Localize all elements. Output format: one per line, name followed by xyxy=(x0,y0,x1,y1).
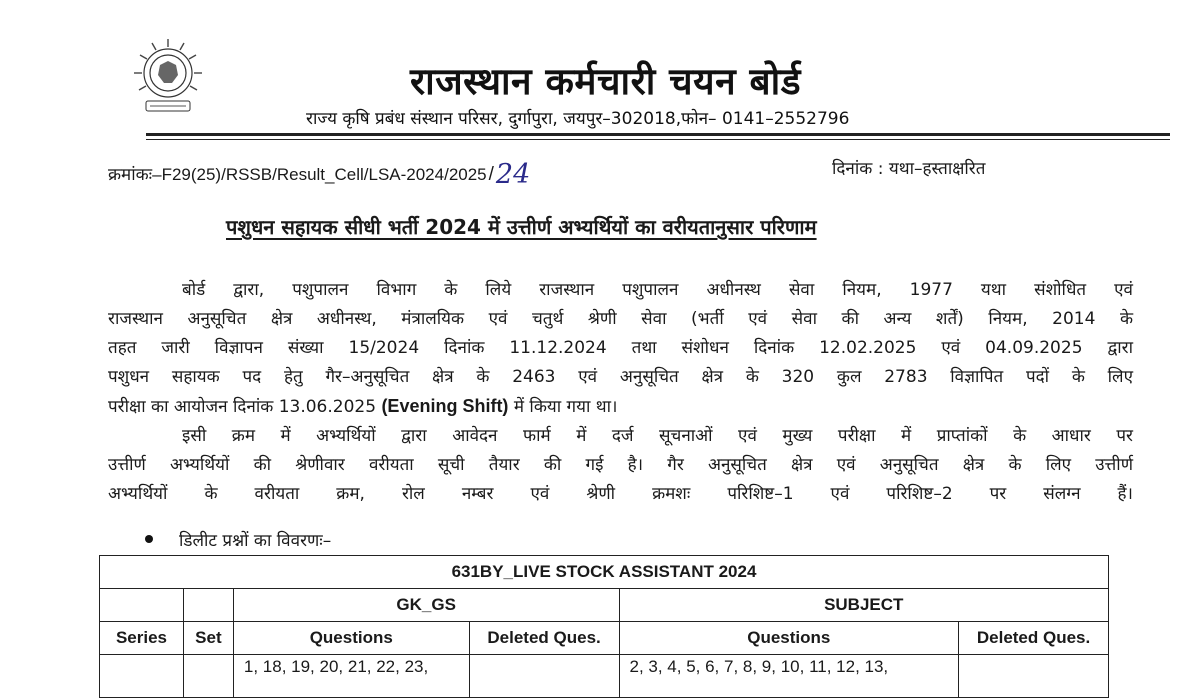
paragraph-line: तहत जारी विज्ञापन संख्या 15/2024 दिनांक 11.12.2024 तथा संशोधन दिनांक 12.02.2025 एवं 04.09.2025 द्वारा xyxy=(108,338,1133,358)
paragraph-2 xyxy=(108,422,1133,509)
letterhead-rule xyxy=(146,133,1170,136)
reference-separator: / xyxy=(488,164,494,185)
group-gk-gs: GK_GS xyxy=(233,589,619,622)
reference-number xyxy=(108,156,531,190)
table-title: 631BY_LIVE STOCK ASSISTANT 2024 xyxy=(100,556,1109,589)
table-cell xyxy=(183,589,233,622)
col-series: Series xyxy=(100,622,184,655)
cell-series xyxy=(100,655,184,698)
col-gk-deleted: Deleted Ques. xyxy=(469,622,619,655)
reference-text: क्रमांकः–F29(25)/RSSB/Result_Cell/LSA-2024/2025 xyxy=(108,165,487,184)
cell-set xyxy=(183,655,233,698)
cell-gk-questions: 1, 18, 19, 20, 21, 22, 23, xyxy=(233,655,469,698)
group-subject: SUBJECT xyxy=(619,589,1109,622)
table-group-row xyxy=(100,589,1109,622)
document-heading: पशुधन सहायक सीधी भर्ती 2024 में उत्तीर्ण अभ्यर्थियों का वरीयतानुसार परिणाम xyxy=(226,215,817,239)
cell-subject-questions: 2, 3, 4, 5, 6, 7, 8, 9, 10, 11, 12, 13, xyxy=(619,655,959,698)
col-subject-deleted: Deleted Ques. xyxy=(959,622,1109,655)
bullet-icon xyxy=(145,535,153,543)
table-header-row xyxy=(100,622,1109,655)
paragraph-line: पशुधन सहायक पद हेतु गैर–अनुसूचित क्षेत्र के 2463 एवं अनुसूचित क्षेत्र के 320 कुल 2783 विज्ञापित पदों के लिए xyxy=(108,367,1133,387)
col-gk-questions: Questions xyxy=(233,622,469,655)
letterhead-rule-thin xyxy=(146,139,1170,140)
table-title-row xyxy=(100,556,1109,589)
organization-address: राज्य कृषि प्रबंध संस्थान परिसर, दुर्गापुरा, जयपुर–302018,फोन– 0141–2552796 xyxy=(306,109,850,129)
col-set: Set xyxy=(183,622,233,655)
cell-subject-deleted xyxy=(959,655,1109,698)
rssb-emblem-icon xyxy=(124,35,212,117)
paragraph-line: अभ्यर्थियों के वरीयता क्रम, रोल नम्बर एवं श्रेणी क्रमशः परिशिष्ट–1 एवं परिशिष्ट–2 पर संलग्न हैं। xyxy=(108,484,1133,504)
paragraph-line: उत्तीर्ण अभ्यर्थियों की श्रेणीवार वरीयता सूची तैयार की गई है। गैर अनुसूचित क्षेत्र एवं अनुसूचित क्षेत्र के लिए उत्तीर्ण xyxy=(108,455,1133,475)
paragraph-1 xyxy=(108,276,1133,422)
deleted-questions-label: डिलीट प्रश्नों का विवरणः– xyxy=(145,528,331,551)
paragraph-line: परीक्षा का आयोजन दिनांक 13.06.2025 (Evening Shift) में किया गया था। xyxy=(108,396,618,417)
organization-title: राजस्थान कर्मचारी चयन बोर्ड xyxy=(410,60,802,103)
table-cell xyxy=(100,589,184,622)
table-row xyxy=(100,655,1109,698)
paragraph-line: इसी क्रम में अभ्यर्थियों द्वारा आवेदन फार्म में दर्ज सूचनाओं एवं मुख्य परीक्षा में प्राप्तांकों के आधार पर xyxy=(182,426,1133,446)
paragraph-line: बोर्ड द्वारा, पशुपालन विभाग के लिये राजस्थान पशुपालन अधीनस्थ सेवा नियम, 1977 यथा संशोधित एवं xyxy=(182,280,1133,300)
col-subject-questions: Questions xyxy=(619,622,959,655)
handwritten-number: 24 xyxy=(495,159,531,190)
cell-gk-deleted xyxy=(469,655,619,698)
document-date: दिनांक : यथा–हस्ताक्षरित xyxy=(832,159,986,179)
deleted-questions-table xyxy=(99,555,1109,698)
paragraph-line: राजस्थान अनुसूचित क्षेत्र अधीनस्थ, मंत्रालयिक एवं चतुर्थ श्रेणी सेवा (भर्ती एवं सेवा की अन्य शर्तें) नियम, 2014 के xyxy=(108,309,1133,329)
